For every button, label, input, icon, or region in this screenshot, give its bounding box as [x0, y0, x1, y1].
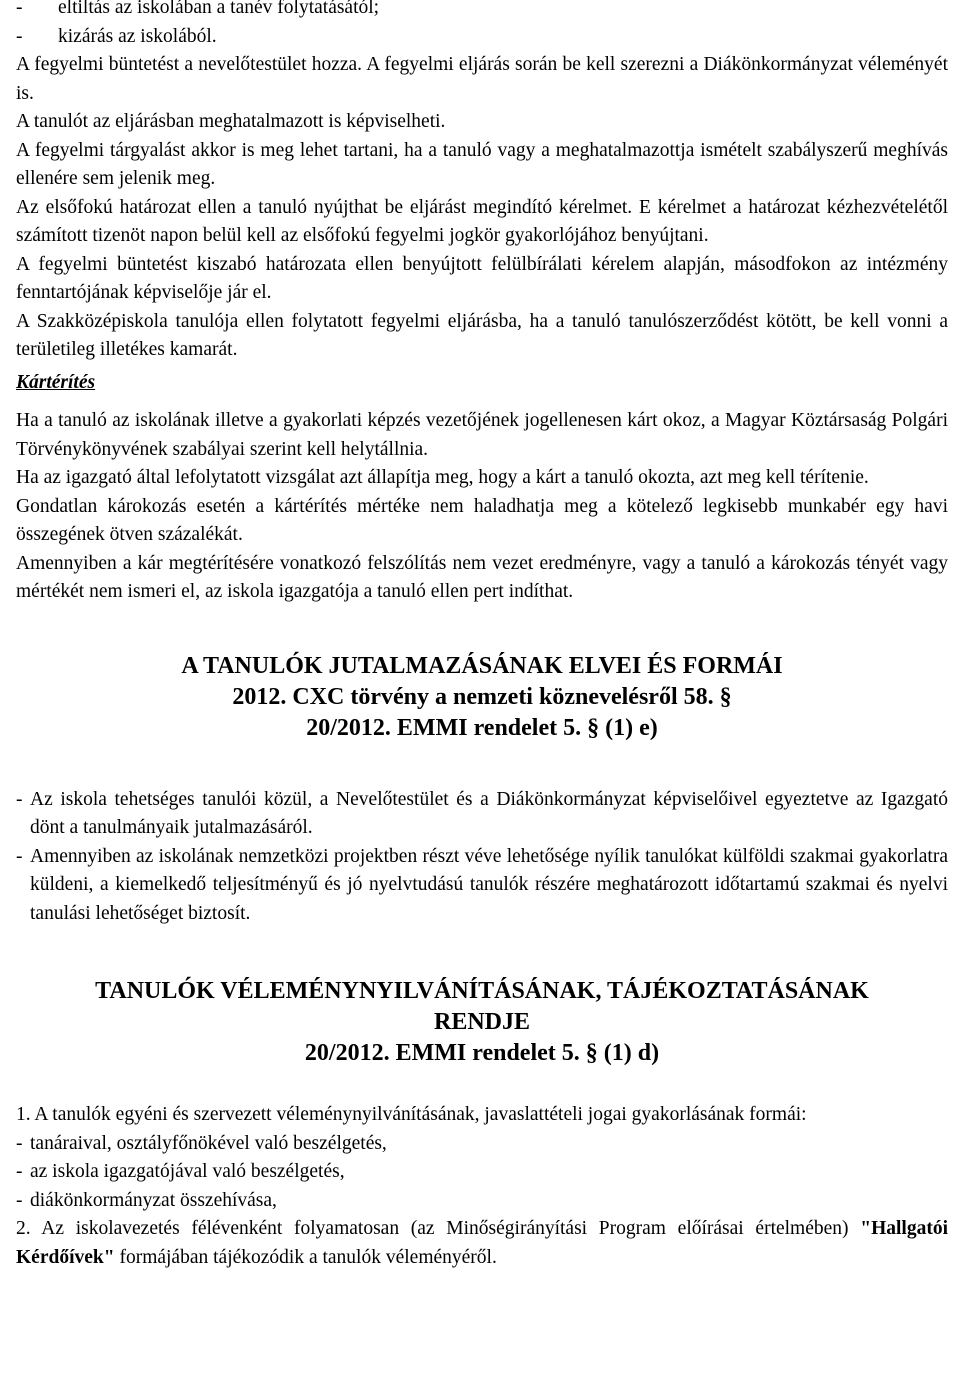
- jutalmazas-section: [16, 651, 948, 929]
- paragraph: A Szakközépiskola tanulója ellen folytatott fegyelmi eljárásba, ha a tanuló tanulószerződést kötött, be kell vonni a területileg illetékes kamarát.: [16, 310, 948, 360]
- list-item: [16, 23, 948, 52]
- list-item: [16, 1158, 948, 1187]
- list-item-text: diákönkormányzat összehívása,: [30, 1189, 277, 1211]
- list-item: [16, 843, 948, 929]
- paragraph: A tanulót az eljárásban meghatalmazott is képviselheti.: [16, 111, 446, 132]
- list-item-text: az iskola igazgatójával való beszélgetés,: [30, 1161, 345, 1182]
- section-title-line: A TANULÓK JUTALMAZÁSÁNAK ELVEI ÉS FORMÁI: [181, 652, 783, 679]
- dash-mark: -: [16, 25, 23, 47]
- paragraph: A fegyelmi büntetést kiszabó határozata ellen benyújtott felülbírálati kérelem alapján, másodfokon az intézmény fenntartójának képviselője jár el.: [16, 253, 948, 303]
- dash-mark: -: [16, 1161, 23, 1182]
- section-title-line: RENDJE: [433, 1009, 530, 1035]
- dash-mark: -: [16, 0, 23, 18]
- list-item: [16, 786, 948, 843]
- paragraph: Amennyiben a kár megtérítésére vonatkozó felszólítás nem vezet eredményre, vagy a tanuló a károkozás tényét vagy mértékét nem ismeri el, az iskola igazgatója a tanuló ellen pert indíthat.: [16, 552, 948, 602]
- point2-text-before: 2. Az iskolavezetés félévenként folyamatosan (az Minőségirányítási Program előírásai értelmében): [16, 1218, 861, 1239]
- jutalmazas-title: [16, 651, 948, 744]
- numbered-paragraph: [16, 1215, 948, 1272]
- section-title-line: 2012. CXC törvény a nemzeti köznevelésről 58. §: [232, 683, 732, 710]
- list-item: [16, 0, 948, 23]
- list-item: [16, 1187, 948, 1216]
- paragraph: A fegyelmi büntetést a nevelőtestület hozza. A fegyelmi eljárás során be kell szerezni a Diákönkormányzat véleményét is.: [16, 54, 948, 104]
- paragraph: Ha az igazgató által lefolytatott vizsgálat azt állapítja meg, hogy a kárt a tanuló okozta, azt meg kell térítenie.: [16, 467, 869, 488]
- section-title-line: 20/2012. EMMI rendelet 5. § (1) d): [304, 1040, 660, 1066]
- jutalmazas-list: [16, 786, 948, 929]
- dash-mark: -: [16, 845, 23, 867]
- karterites-section: [16, 369, 948, 607]
- point2-text-after: formájában tájékozódik a tanulók véleményéről.: [114, 1246, 497, 1268]
- top-list: [16, 0, 948, 51]
- velemeny-body: [16, 1101, 948, 1272]
- dash-mark: -: [16, 1189, 23, 1211]
- list-item-text: kizárás az iskolából.: [58, 25, 217, 47]
- velemeny-section: [16, 976, 948, 1272]
- paragraph: A fegyelmi tárgyalást akkor is meg lehet tartani, ha a tanuló vagy a meghatalmazottja ismételt szabályszerű meghívás ellenére sem jelenik meg.: [16, 139, 948, 189]
- paragraph: Az elsőfokú határozat ellen a tanuló nyújthat be eljárást megindító kérelmet. E kérelmet a határozat kézhezvételétől számított tizenöt napon belül kell az elsőfokú fegyelmi jogkör gyakorlójához benyújtani.: [16, 196, 948, 246]
- list-item-text: eltiltás az iskolában a tanév folytatásától;: [58, 0, 380, 18]
- list-item-text: Az iskola tehetséges tanulói közül, a Nevelőtestület és a Diákönkormányzat képviselőivel egyeztetve az Igazgató dönt a tanulmányaik jutalmazásáról.: [30, 788, 948, 838]
- discipline-section: [16, 51, 948, 365]
- list-item: [16, 1130, 948, 1159]
- velemeny-title: [16, 976, 948, 1069]
- section-title-line: 20/2012. EMMI rendelet 5. § (1) e): [306, 714, 658, 741]
- paragraph: Gondatlan károkozás esetén a kártérítés mértéke nem haladhatja meg a kötelező legkisebb munkabér egy havi összegének ötven százalékát.: [16, 495, 948, 545]
- point2-bold-text: "Hallgatói Kérdőívek": [16, 1218, 948, 1268]
- numbered-paragraph: 1. A tanulók egyéni és szervezett véleménynyilvánításának, javaslattételi jogai gyakorlásának formái:: [16, 1104, 807, 1125]
- dash-mark: -: [16, 1132, 23, 1154]
- dash-mark: -: [16, 788, 23, 810]
- section-title-line: TANULÓK VÉLEMÉNYNYILVÁNÍTÁSÁNAK, TÁJÉKOZTATÁSÁNAK: [95, 978, 869, 1004]
- list-item-text: Amennyiben az iskolának nemzetközi projektben részt véve lehetősége nyílik tanulókat külföldi szakmai gyakorlatra küldeni, a kiemelkedő teljesítményű és jó nyelvtudású tanulók részére meghatározott időtartamú szakmai és nyelvi tanulási lehetőséget biztosít.: [30, 845, 948, 924]
- paragraph: Ha a tanuló az iskolának illetve a gyakorlati képzés vezetőjének jogellenesen kárt okoz, a Magyar Köztársaság Polgári Törvénykönyvének szabályai szerint kell helytállnia.: [16, 410, 948, 460]
- karterites-heading: Kártérítés: [16, 371, 96, 393]
- list-item-text: tanáraival, osztályfőnökével való beszélgetés,: [30, 1132, 387, 1154]
